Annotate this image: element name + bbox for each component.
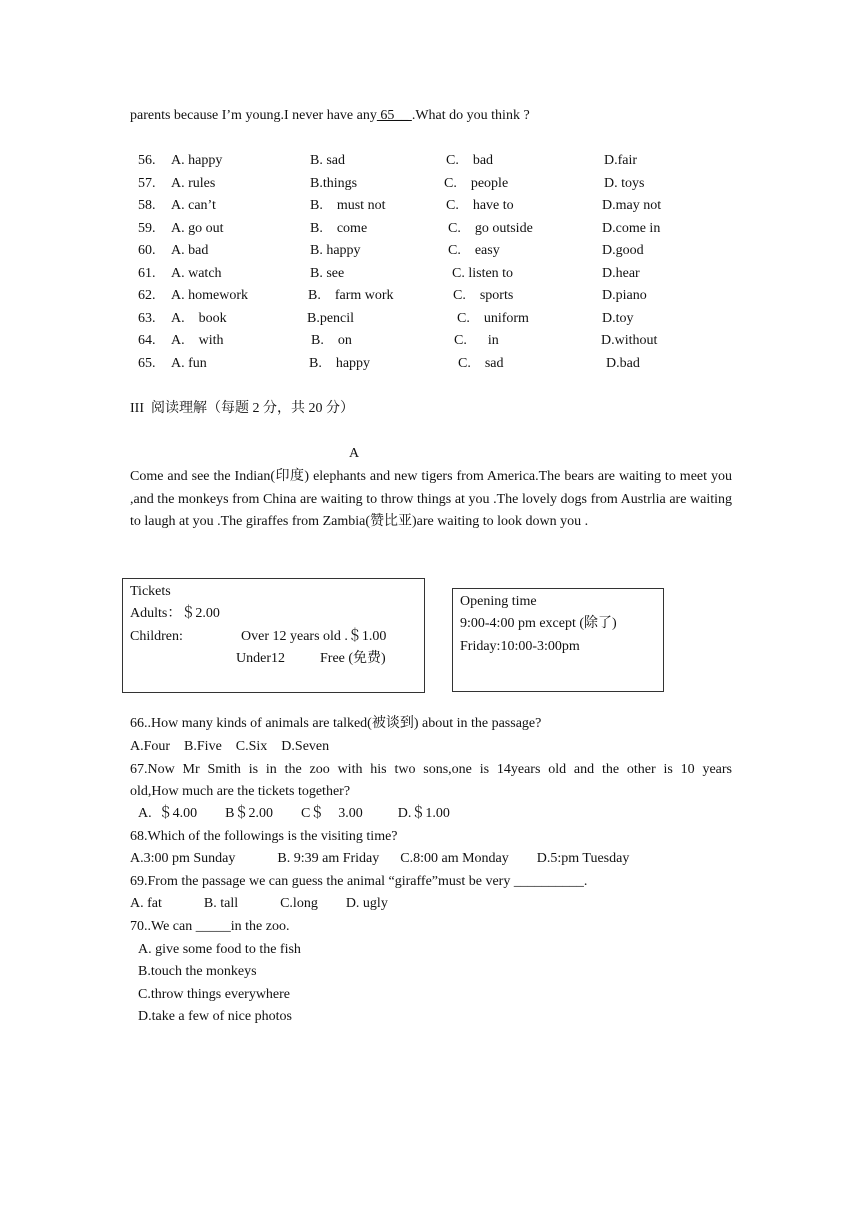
question-67-options: A. ＄4.00 B＄2.00 C＄ 3.00 D.＄1.00: [138, 806, 450, 821]
option-b: B. come: [310, 221, 368, 236]
option-c: C. go outside: [448, 221, 533, 236]
option-d: D.good: [602, 243, 644, 258]
question-number: 62.: [138, 288, 156, 303]
continuation-end: .What do you think ?: [411, 108, 530, 123]
option-b: B. sad: [310, 153, 345, 168]
option-a: A. go out: [171, 221, 224, 236]
opening-title: Opening time: [460, 594, 537, 609]
option-row-57: [0, 174, 860, 194]
option-row-63: [0, 309, 860, 329]
option-c: C. people: [444, 176, 509, 191]
opening-line2: Friday:10:00-3:00pm: [460, 639, 580, 654]
opening-line1: 9:00-4:00 pm except (除了): [460, 616, 617, 631]
option-d: D.may not: [602, 198, 662, 213]
option-row-64: [0, 331, 860, 351]
question-69-options: A. fat B. tall C.long D. ugly: [130, 896, 388, 911]
option-d: D. toys: [604, 176, 645, 191]
tickets-over12: Over 12 years old .＄1.00: [241, 629, 387, 644]
tickets-children-label: Children:: [130, 629, 183, 644]
section-heading: III 阅读理解（每题 2 分，共 20 分）: [130, 401, 354, 416]
option-b: B.pencil: [307, 311, 355, 326]
tickets-title: Tickets: [130, 584, 171, 599]
question-68-options: A.3:00 pm Sunday B. 9:39 am Friday C.8:00 am Monday D.5:pm Tuesday: [130, 851, 630, 866]
blank-65: 65__: [376, 108, 412, 123]
question-69: 69.From the passage we can guess the animal “giraffe”must be very __________.: [130, 874, 588, 889]
question-70-option-d: D.take a few of nice photos: [138, 1009, 292, 1024]
question-number: 57.: [138, 176, 156, 191]
option-b: B.things: [310, 176, 358, 191]
option-c: C. easy: [448, 243, 500, 258]
question-number: 61.: [138, 266, 156, 281]
question-number: 58.: [138, 198, 156, 213]
question-66: 66..How many kinds of animals are talked(被谈到) about in the passage?: [130, 716, 542, 731]
passage-paragraph: Come and see the Indian(印度) elephants and new tigers from America.The bears are waiting to meet you ,and the monkeys from China are waiting to throw things at you .The lovely dogs from Austrlia are waiting to laugh at you .The giraffes from Zambia(赞比亚)are waiting to look down you .: [130, 469, 732, 530]
option-d: D.come in: [602, 221, 661, 236]
option-a: A. bad: [171, 243, 209, 258]
option-d: D.without: [601, 333, 658, 348]
option-a: A. with: [171, 333, 224, 348]
option-b: B. see: [310, 266, 345, 281]
option-a: A. happy: [171, 153, 223, 168]
option-a: A. rules: [171, 176, 216, 191]
question-number: 59.: [138, 221, 156, 236]
question-67-line1: 67.Now Mr Smith is in the zoo with his two sons,one is 14years old and the other is 10 years: [130, 762, 732, 777]
question-number: 60.: [138, 243, 156, 258]
question-number: 64.: [138, 333, 156, 348]
question-number: 65.: [138, 356, 156, 371]
option-b: B. happy: [310, 243, 361, 258]
tickets-under12: Under12: [236, 651, 285, 666]
question-70-option-c: C.throw things everywhere: [138, 987, 291, 1002]
option-a: A. can’t: [171, 198, 216, 213]
option-a: A. book: [171, 311, 227, 326]
option-c: C. uniform: [457, 311, 529, 326]
option-row-65: [0, 354, 860, 374]
question-70-option-a: A. give some food to the fish: [138, 942, 301, 957]
opening-time-box: [452, 588, 664, 692]
option-c: C. listen to: [452, 266, 514, 281]
option-d: D.fair: [604, 153, 638, 168]
tickets-adults: Adults：＄2.00: [130, 606, 220, 621]
option-row-59: [0, 219, 860, 239]
option-c: C. sad: [458, 356, 504, 371]
option-d: D.toy: [602, 311, 634, 326]
option-d: D.piano: [602, 288, 647, 303]
option-row-61: [0, 264, 860, 284]
question-68: 68.Which of the followings is the visiting time?: [130, 829, 398, 844]
option-c: C. sports: [453, 288, 514, 303]
option-b: B. on: [311, 333, 352, 348]
option-d: D.bad: [606, 356, 640, 371]
option-a: A. fun: [171, 356, 207, 371]
question-number: 56.: [138, 153, 156, 168]
option-a: A. homework: [171, 288, 248, 303]
option-a: A. watch: [171, 266, 222, 281]
question-66-options: A.Four B.Five C.Six D.Seven: [130, 739, 330, 754]
option-b: B. must not: [310, 198, 386, 213]
question-67-line2: old,How much are the tickets together?: [130, 784, 351, 799]
option-row-58: [0, 196, 860, 216]
option-b: B. farm work: [308, 288, 394, 303]
option-row-62: [0, 286, 860, 306]
passage-continuation-line: [130, 106, 530, 126]
passage-letter: A: [349, 446, 360, 461]
option-d: D.hear: [602, 266, 640, 281]
option-c: C. bad: [446, 153, 494, 168]
question-70-option-b: B.touch the monkeys: [138, 964, 257, 979]
option-row-60: [0, 241, 860, 261]
option-b: B. happy: [309, 356, 371, 371]
tickets-free: Free (免费): [320, 651, 386, 666]
tickets-box: [122, 578, 425, 693]
option-row-56: [0, 151, 860, 171]
option-c: C. have to: [446, 198, 514, 213]
option-c: C. in: [454, 333, 499, 348]
continuation-text: parents because I’m young.I never have any: [130, 108, 377, 123]
question-70: 70..We can _____in the zoo.: [130, 919, 290, 934]
question-number: 63.: [138, 311, 156, 326]
